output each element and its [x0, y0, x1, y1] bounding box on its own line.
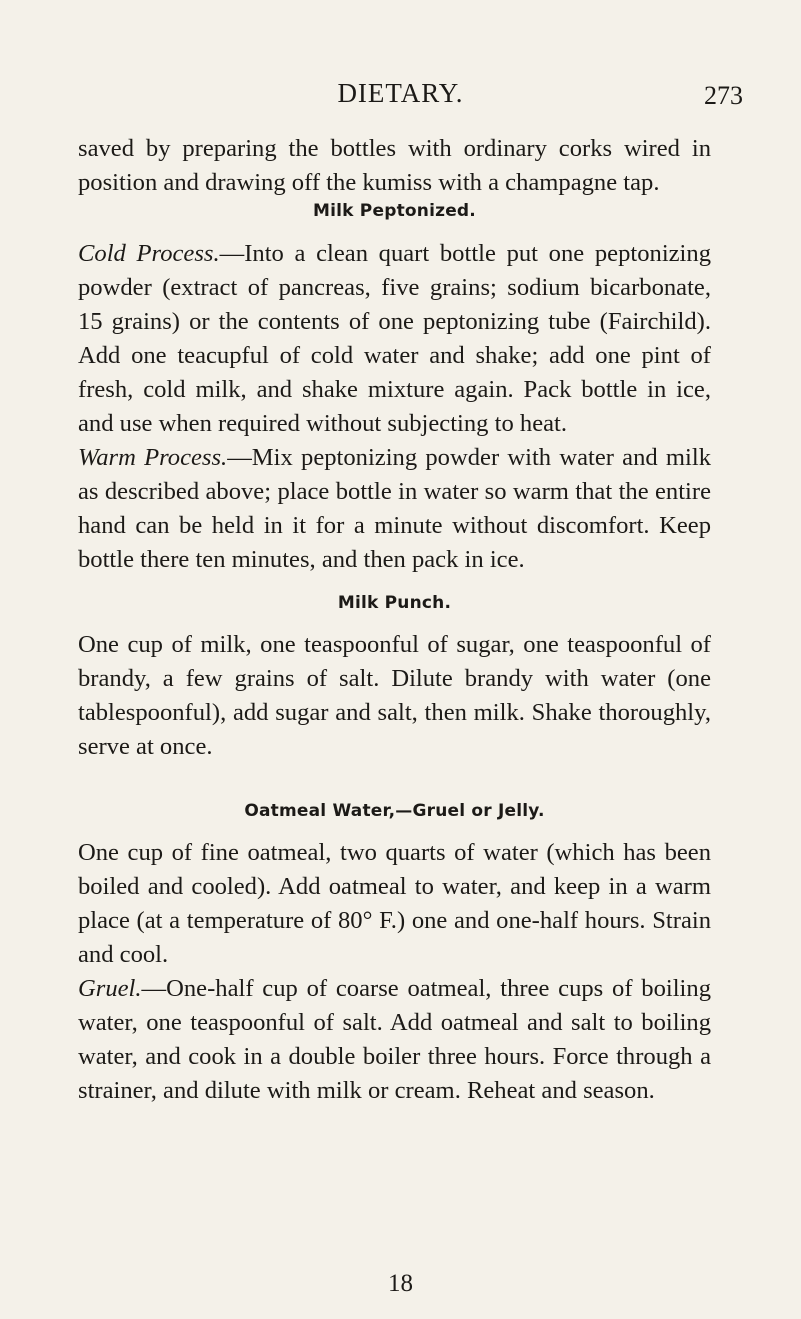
warm-process-lead: Warm Process.	[78, 444, 228, 471]
cold-process-text: —Into a clean quart bottle put one peptonizing powder (extract of pancreas, five grains; sodium bicarbonate, 15 grains) or the contents of one peptonizing tube (Fairchild). Add one teacupful of cold water and shake; add one pint of fresh, cold milk, and shake mixture again. Pack bottle in ice, and use when required without subjecting to heat.	[78, 240, 711, 437]
page-body	[78, 132, 711, 1108]
milk-punch-heading: Milk Punch.	[337, 593, 452, 613]
signature-mark: 18	[388, 1270, 413, 1297]
cold-process-paragraph	[78, 237, 711, 441]
running-title: DIETARY.	[337, 78, 464, 108]
intro-paragraph: saved by preparing the bottles with ordinary corks wired in position and drawing off the kumiss with a champagne tap.	[78, 135, 711, 196]
gruel-text: —One-half cup of coarse oatmeal, three cups of boiling water, one teaspoonful of salt. Add oatmeal and salt to boiling water, and cook in a double boiler three hours. Force through a strainer, and dilute with milk or cream. Reheat and season.	[78, 975, 711, 1104]
gruel-paragraph	[78, 972, 711, 1108]
oatmeal-heading: Oatmeal Water,—Gruel or Jelly.	[244, 801, 545, 821]
oatmeal-paragraph: One cup of fine oatmeal, two quarts of water (which has been boiled and cooled). Add oatmeal to water, and keep in a warm place (at a temperature of 80° F.) one and one-half hours. Strain and cool.	[78, 839, 711, 968]
warm-process-text: —Mix peptonizing powder with water and milk as described above; place bottle in water so warm that the entire hand can be held in it for a minute without discomfort. Keep bottle there ten minutes, and then pack in ice.	[78, 444, 712, 573]
warm-process-paragraph	[78, 441, 711, 577]
gruel-lead: Gruel.	[78, 975, 142, 1002]
page-number: 273	[704, 81, 743, 110]
milk-peptonized-heading: Milk Peptonized.	[313, 201, 476, 221]
cold-process-lead: Cold Process.	[78, 240, 220, 267]
page-header	[0, 78, 801, 118]
milk-punch-paragraph: One cup of milk, one teaspoonful of sugar, one teaspoonful of brandy, a few grains of salt. Dilute brandy with water (one tablespoonful), add sugar and salt, then milk. Shake thoroughly, serve at once.	[78, 631, 711, 760]
